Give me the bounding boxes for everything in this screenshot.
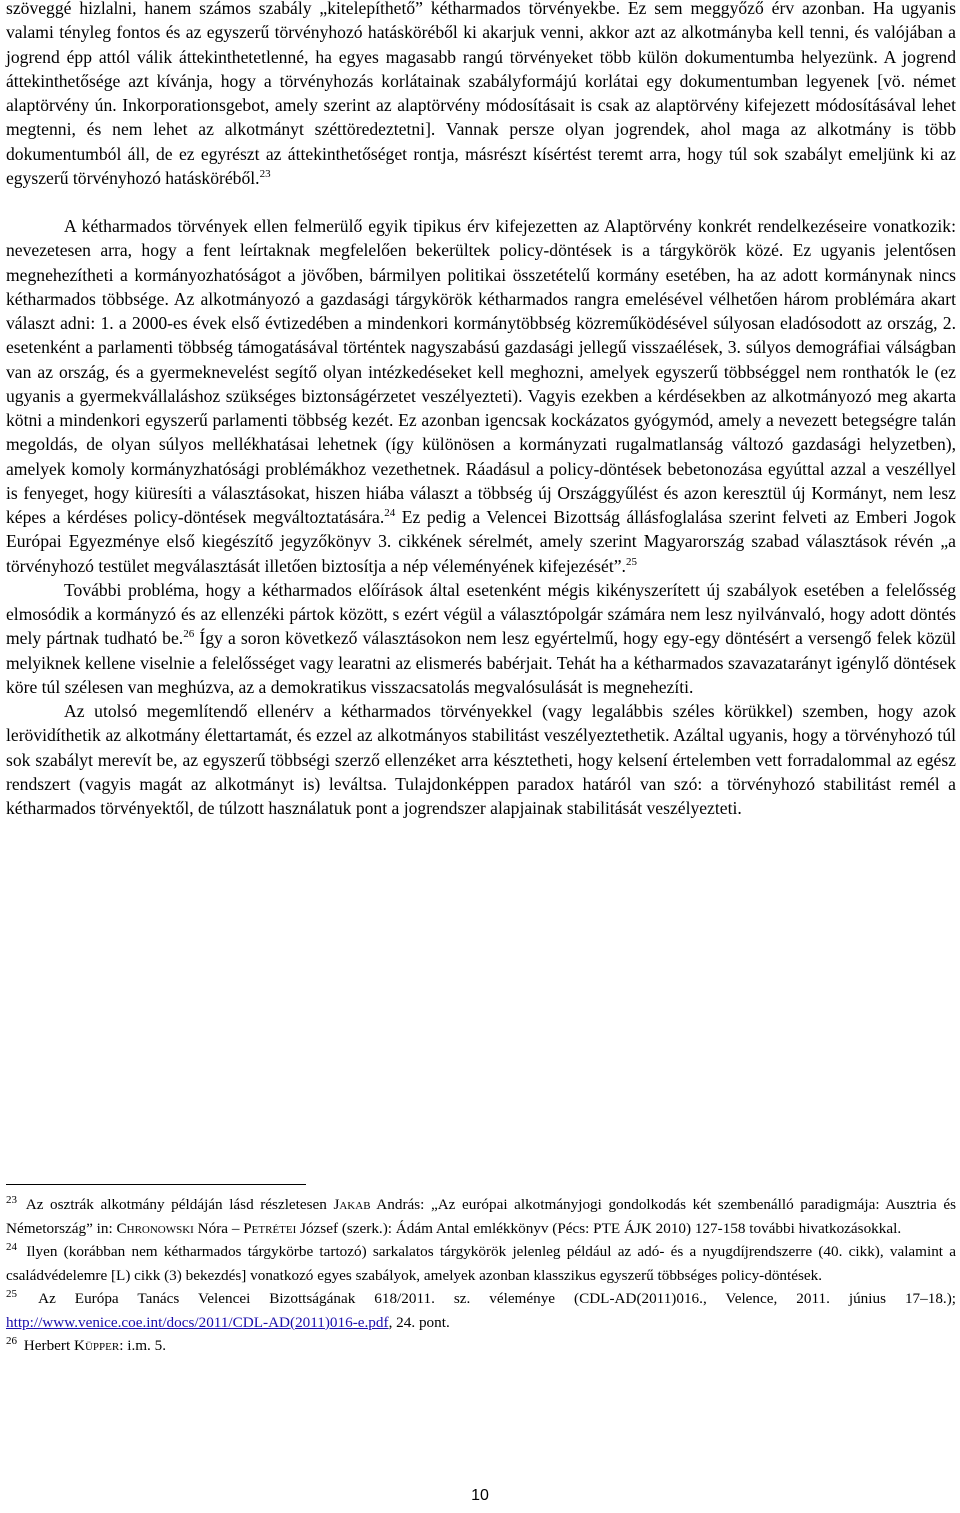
footnote-24 [6, 1240, 956, 1287]
footnote-separator [6, 1184, 306, 1185]
footnote-text: : i.m. 5. [119, 1337, 167, 1354]
paragraph-2 [6, 214, 956, 578]
editor-name: Chronowski [116, 1219, 194, 1237]
paragraph-2-text-a: A kétharmados törvények ellen felmerülő egyik tipikus érv kifejezetten az Alaptörvény konkrét rendelkezéseire vonatkozik: nevezetesen arra, hogy a fent leírtaknak megfelelően bekerültek policy-döntések is a tárgykörök közé. Ez ugyanis jelentősen megnehezítheti a kormányozhatóságot a jövőben, bármilyen politikai összetételű kormány esetében, ha az adott kormánynak nincs kétharmados többsége. Az alkotmányozó a gazdasági tárgykörök kétharmados rangra emelésével vélhetően három problémára akart választ adni: 1. a 2000-es évek első évtizedében a mindenkori kormánytöbbség közreműködésével súlyosan eladósodott az ország, 2. esetenként a parlamenti többség támogatásával történtek nagyszabású gazdasági jellegű visszaélések, 3. súlyos demográfiai válságban van az ország, és a gyermeknevelést segítő olyan intézkedéseket kell meghozni, amelyek egyszerű többséggel nem ronthatók le (ez ugyanis a gyermekvállaláshoz szükséges biztonságérzetet veszélyezteti). Vagyis ezekben a kérdésekben az alkotmányozó meg akarta kötni a mindenkori egyszerű parlamenti többség kezét. Ez azonban igencsak kockázatos gyógymód, amely a nevezett betegségre talán megoldás, de olyan súlyos mellékhatásai lehetnek (így különösen a kormányzati rugalmatlanság változó gazdasági helyzetben), amelyek komoly kormányzhatósági problémákhoz vezethetnek. Ráadásul a policy-döntések bebetonozása egyúttal azzal a veszéllyel is fenyeget, hogy kiüresíti a választásokat, hiszen hiába választ a többség új Országgyűlést és azon keresztül új Kormányt, nem lesz képes a kérdéses policy-döntések megváltoztatására. [6, 216, 956, 527]
footnote-text: András: „Az európai alkotmányjogi gondolkodás két szembenálló paradigmája: Ausztria és Németország” in: [6, 1196, 956, 1237]
footnote-text: Ilyen (korábban nem kétharmados tárgykörbe tartozó) sarkalatos tárgykörök jelenleg például az adó- és a nyugdíjrendszerre (40. cikk), valamint a családvédelemre [L) cikk (3) bekezdés] vonatkozó egyes szabályok, amelyek azonban klasszikus egyszerű többséges policy-döntések. [6, 1243, 956, 1284]
footnote-number: 25 [6, 1288, 17, 1300]
footnote-text: Az Európa Tanács Velencei Bizottságának 618/2011. sz. véleménye (CDL-AD(2011)016., Velence, 2011. június 17–18.); [20, 1290, 956, 1307]
footnote-text: Nóra – [193, 1219, 244, 1237]
paragraph-1 [6, 0, 956, 190]
footnote-ref-24[interactable]: 24 [384, 507, 396, 519]
editor-name: Petrétei [243, 1219, 297, 1237]
paragraph-1-text: szöveggé hizlalni, hanem számos szabály „kitelepíthető” kétharmados törvényekbe. Ez sem meggyőző érv azonban. Ha ugyanis valami tényleg fontos és az egyszerű törvényhozó hatásköréből ki akarjuk venni, akkor azt az alkotmányba kell tenni, és valójában a jogrend épp attól válik áttekinthetetlenné, ha egyes magasabb rangú törvényeket több külön dokumentumba helyezünk. A jogrend áttekinthetősége azt kívánja, hogy a törvényhozás korlátainak szabályformájú korlátai egy dokumentumban legyenek [vö. német alaptörvény ún. Inkorporationsgebot, amely szerint az alaptörvény módosításait is csak az alaptörvény kifejezett módosításával lehet megtenni, és nem lehet az alkotmányt széttöredeztetni]. Vannak persze olyan jogrendek, ahol maga az alkotmány is több dokumentumból áll, de ez egyrészt az áttekinthetőséget rontja, másrészt kísértést teremt arra, hogy túl sok szabályt emeljünk ki az egyszerű törvényhozó hatásköréből. [6, 0, 956, 188]
footnotes [6, 1193, 956, 1358]
document-page [6, 0, 956, 1354]
footnote-text: Az osztrák alkotmány példáján lásd részletesen [20, 1196, 334, 1213]
footnote-ref-26[interactable]: 26 [183, 628, 195, 641]
paragraph-2-text-b: Ez pedig a Velencei Bizottság állásfoglalása szerint felveti az Emberi Jogok Európai Egyezménye első kiegészítő jegyzőkönyv 3. cikkének sérelmét, amely szerint Magyarország szabad választások révén „a törvényhozó testület megválasztását illetően biztosítja a nép véleményének kifejezését”. [6, 507, 956, 576]
page-number: 10 [471, 1487, 489, 1504]
main-text [6, 0, 956, 820]
footnote-26 [6, 1334, 956, 1358]
paragraph-4-text: Az utolsó megemlítendő ellenérv a kétharmados törvényekkel (vagy legalábbis széles körükkel) szemben, hogy azok lerövidíthetik az alkotmány élettartamát, és ezzel az alkotmányos stabilitást veszélyeztethetik. Azáltal ugyanis, hogy a törvényhozó túl sok szabályt merevít be, az egyszerű többségi szerző ellenzéket arra késztetheti, hogy kelsení értelemben vett forradalommal az egész rendszert (vagyis magát az alkotmányt is) leváltsa. Tulajdonképpen paradox határól van szó: a törvényhozó stabilitást remél a kétharmados törvényektől, de túlzott használatuk pont a jogrendszer alapjainak stabilitását veszélyezteti. [6, 701, 956, 818]
author-name: Küpper [73, 1337, 120, 1354]
footnote-text: , 24. pont. [388, 1313, 450, 1331]
footnote-number: 23 [6, 1194, 17, 1206]
footnote-ref-25[interactable]: 25 [625, 555, 637, 568]
footnote-number: 24 [6, 1241, 17, 1253]
footnote-number: 26 [6, 1335, 17, 1347]
footnote-text: Herbert [20, 1337, 74, 1354]
paragraph-3-text-a: További probléma, hogy a kétharmados előírások által esetenként mégis kikényszerített új szabályok esetében a felelősség elmosódik a kormányzó és az ellenzéki pártok között, s ezért végül a választópolgár számára nem lesz nyilvánvaló, hogy adott döntés mely pártnak tudható be. [6, 579, 956, 649]
paragraph-3-text-b: Így a soron következő választásokon nem lesz egyértelmű, hogy egy-egy döntésért a versengő felek közül melyiknek kellene viselnie a felelősséget vagy learatni az elismerés babérjait. Tehát ha a kétharmados szavazatarányt igénylő döntések köre túl szélesen van meghúzva, az a demokratikus visszacsatolás megvalósulását is megnehezíti. [6, 628, 956, 697]
venice-commission-link[interactable]: http://www.venice.coe.int/docs/2011/CDL-AD(2011)016-e.pdf [6, 1313, 389, 1331]
paragraph-4 [6, 699, 956, 820]
footnote-25 [6, 1287, 956, 1334]
paragraph-3 [6, 578, 956, 699]
footnote-23 [6, 1193, 956, 1240]
author-name: Jakab [333, 1196, 371, 1213]
footnote-text: József (szerk.): Ádám Antal emlékkönyv (Pécs: PTE ÁJK 2010) 127-158 további hivatkozásokkal. [296, 1219, 902, 1237]
footnote-ref-23[interactable]: 23 [259, 167, 271, 180]
